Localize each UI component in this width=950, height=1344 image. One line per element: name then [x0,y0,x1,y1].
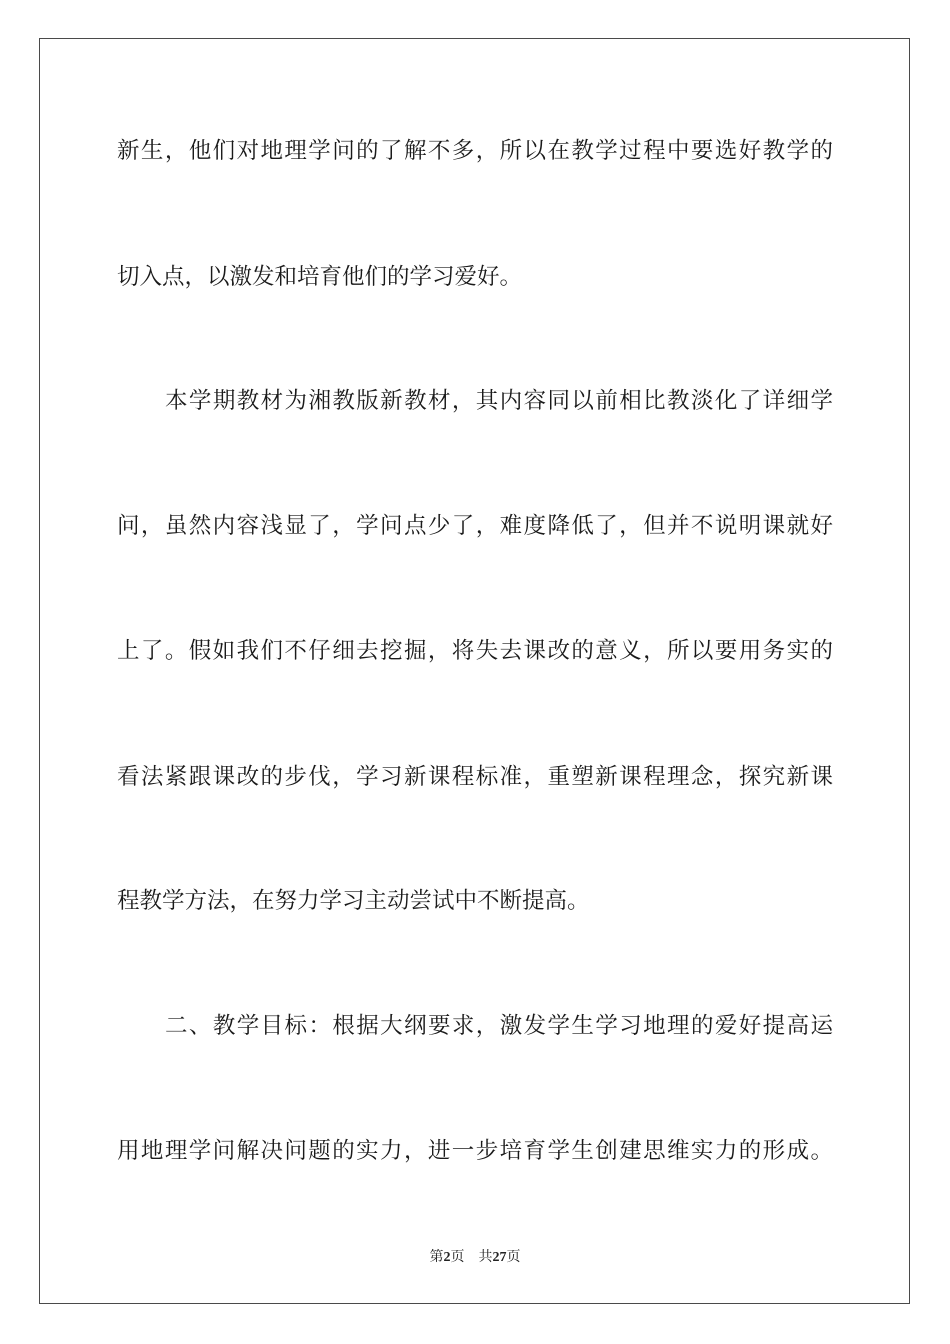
paragraph-line: 上了。假如我们不仔细去挖掘，将失去课改的意义，所以要用务实的 [117,638,833,664]
page-footer [0,1247,950,1268]
total-label-prefix: 共 [478,1249,493,1265]
paragraph-line: 用地理学问解决问题的实力，进一步培育学生创建思维实力的形成。 [117,1138,833,1164]
paragraph-line: 二、教学目标：根据大纲要求，激发学生学习地理的爱好提高运 [165,1013,833,1039]
page-number: 2 [443,1250,451,1265]
paragraph-line: 新生，他们对地理学问的了解不多，所以在教学过程中要选好教学的 [117,138,833,164]
page-label-suffix: 页 [450,1249,465,1265]
page-border [39,38,910,1304]
paragraph-line: 切入点，以激发和培育他们的学习爱好。 [117,264,523,290]
total-label-suffix: 页 [506,1249,521,1265]
paragraph-line: 本学期教材为湘教版新教材，其内容同以前相比教淡化了详细学 [165,388,833,414]
paragraph-line: 问，虽然内容浅显了，学问点少了，难度降低了，但并不说明课就好 [117,513,833,539]
page-label-prefix: 第 [429,1249,444,1265]
paragraph-line: 看法紧跟课改的步伐，学习新课程标准，重塑新课程理念，探究新课 [117,764,833,790]
total-pages: 27 [492,1250,507,1265]
paragraph-line: 程教学方法，在努力学习主动尝试中不断提高。 [117,888,590,914]
